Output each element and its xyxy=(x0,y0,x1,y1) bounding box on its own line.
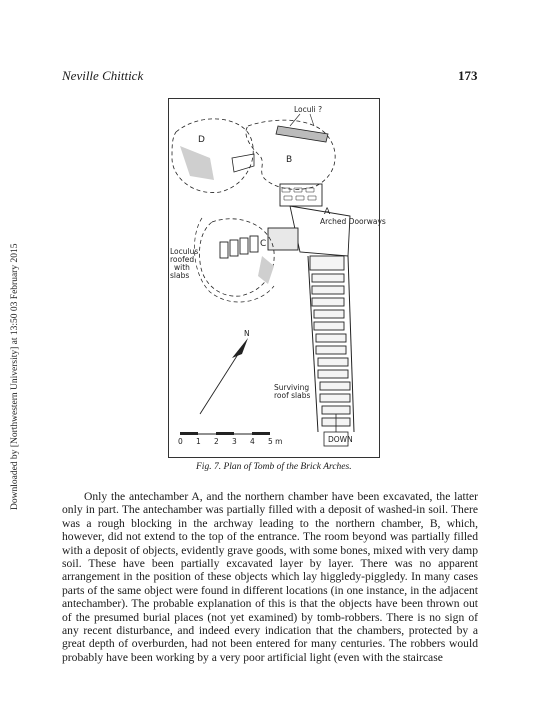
label-north: N xyxy=(244,329,250,338)
label-arched-doorways: Arched Doorways xyxy=(320,217,386,226)
chamber-c-rubble xyxy=(258,256,274,284)
label-surviving-1: Surviving xyxy=(274,383,310,392)
label-chamber-d: D xyxy=(198,135,205,145)
tomb-plan-drawing xyxy=(150,96,390,458)
label-loculi: Loculi ? xyxy=(294,105,323,114)
download-watermark: Downloaded by [Northwestern University] at 13:50 03 February 2015 xyxy=(10,243,20,510)
scale-tick-3: 3 xyxy=(232,437,237,446)
label-loculus-2: roofed xyxy=(170,255,195,264)
label-chamber-b: B xyxy=(286,155,293,165)
label-chamber-a: A xyxy=(324,207,331,217)
passage-d-b xyxy=(232,154,254,172)
label-loculus-3: with xyxy=(174,263,190,272)
arch-a-c xyxy=(268,228,298,250)
loculi-strip xyxy=(276,126,328,142)
chamber-c-loculus xyxy=(220,236,258,258)
label-chamber-c: C xyxy=(260,239,267,249)
page-number: 173 xyxy=(458,68,478,83)
scale-tick-0: 0 xyxy=(178,437,183,446)
scale-bar xyxy=(180,432,270,435)
arch-b-a xyxy=(280,184,322,206)
label-down: DOWN xyxy=(328,435,353,444)
figure-caption: Fig. 7. Plan of Tomb of the Brick Arches. xyxy=(196,462,352,472)
running-header-author: Neville Chittick xyxy=(62,68,144,83)
chamber-a-outline xyxy=(290,206,350,256)
body-paragraph: Only the antechamber A, and the northern chamber have been excavated, the latter only in part. The antechamber was partially filled with a deposit of washed-in soil. There was a rough blocking in the archway leading to the northern chamber, B, which, however, did not extend to the top of the entrance. The room beyond was partially filled with a deposit of objects, evidently grave goods, with some bones, mixed with very damp soil. These have been partially excavated layer by layer. There was no apparent arrangement in the position of these objects which lay higgledy-piggledy. In many cases parts of the same object were found in different locations (in one instance, in the adjacent antechamber). The probable explanation of this is that the objects have been thrown out of the presumed burial places (not yet examined) by tomb-robbers. There is no sign of any recent disturbance, and indeed every indication that the chambers, protected by a great depth of overburden, had not been entered for many centuries. The robbers would probably have been working by a very poor artificial light (even with the staircase xyxy=(62,490,478,664)
scale-tick-4: 4 xyxy=(250,437,255,446)
scale-tick-5: 5 m xyxy=(268,437,283,446)
scale-tick-1: 1 xyxy=(196,437,201,446)
label-surviving-2: roof slabs xyxy=(274,391,311,400)
label-loculus-4: slabs xyxy=(170,271,190,280)
body-text xyxy=(62,490,478,664)
scale-tick-2: 2 xyxy=(214,437,219,446)
north-arrow-shaft xyxy=(200,348,242,414)
chamber-d-rubble xyxy=(180,146,214,180)
label-loculus-1: Loculus xyxy=(170,247,199,256)
north-arrow-icon xyxy=(232,338,248,358)
